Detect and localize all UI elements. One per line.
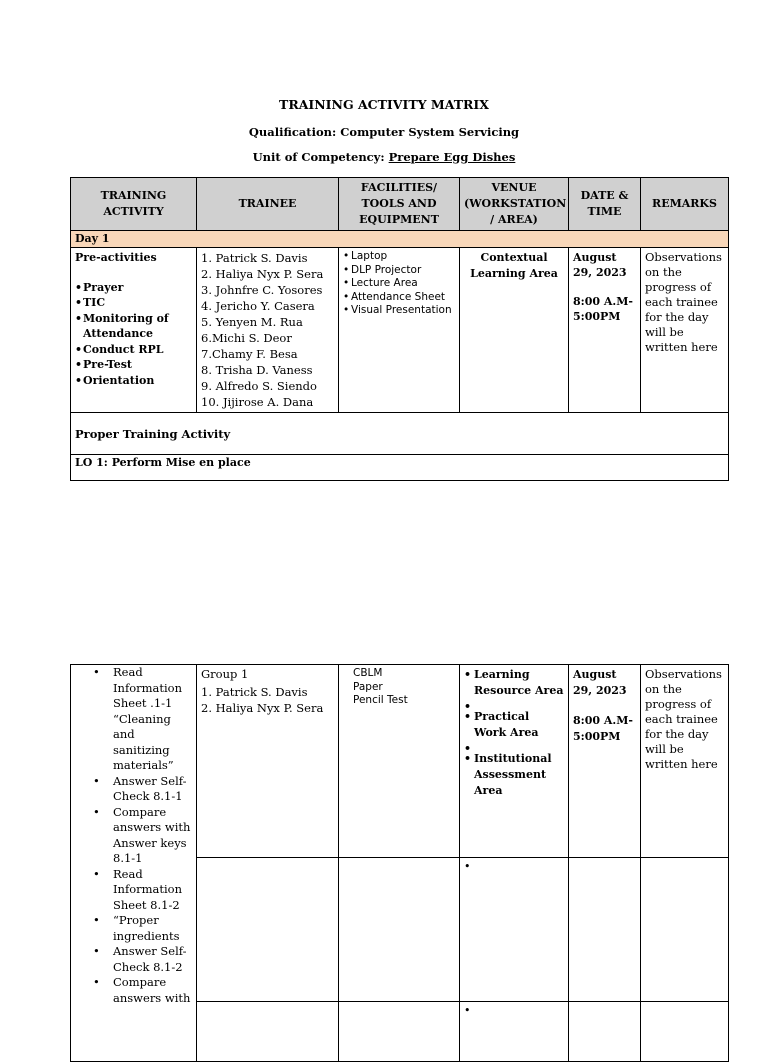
trainee-item: 4. Jericho Y. Casera (201, 299, 315, 313)
activity-item: • “Proper ingredients (73, 913, 194, 944)
venue-cell (460, 1002, 569, 1062)
facility-item: • DLP Projector (343, 264, 455, 278)
bullet-mark: • (464, 1004, 471, 1017)
qualification-value: Computer System Servicing (340, 125, 520, 139)
venue-item: • Practical Work Area (464, 709, 564, 741)
facility-item: • Laptop (343, 250, 455, 264)
unit-label: Unit of Competency: (252, 150, 385, 164)
list-item: • Monitoring of Attendance (75, 311, 192, 342)
list-item: • Orientation (75, 373, 192, 389)
unit-line (0, 150, 768, 164)
document-title: TRAINING ACTIVITY MATRIX (279, 97, 489, 112)
activity-matrix-table (70, 177, 729, 481)
activity-item: • Answer Self- Check 8.1-1 (73, 774, 194, 805)
trainee-item: 1. Patrick S. Davis (201, 685, 308, 699)
proper-training-row (71, 413, 729, 455)
header-training-activity: TRAINING ACTIVITY (71, 178, 197, 231)
activity-item: • Read Information Sheet 8.1-2 (73, 867, 194, 914)
trainee-item: 9. Alfredo S. Siendo (201, 379, 317, 393)
unit-value: Prepare Egg Dishes (388, 150, 516, 164)
trainee-item: 8. Trisha D. Vaness (201, 363, 313, 377)
trainee-item: 1. Patrick S. Davis (201, 251, 308, 265)
empty-cell (197, 858, 339, 1002)
venue-cell (460, 665, 569, 858)
date-text: August 29, 2023 (573, 668, 627, 697)
facility-item: • Lecture Area (343, 277, 455, 291)
activity-item: • Read Information Sheet .1-1 “Cleaning and sanitizing materials” (73, 665, 194, 774)
facility-item: Pencil Test (353, 694, 408, 706)
group-label: Group 1 (201, 667, 249, 681)
day-row (71, 231, 729, 248)
empty-cell (569, 858, 641, 1002)
header-row (71, 178, 729, 231)
header-venue: VENUE (WORKSTATION / AREA) (460, 178, 569, 231)
table-row (71, 665, 729, 858)
facility-item: • Attendance Sheet (343, 291, 455, 305)
facility-item: • Visual Presentation (343, 304, 455, 318)
trainee-item: 7.Chamy F. Besa (201, 347, 298, 361)
list-item: • Prayer (75, 280, 192, 296)
time-text: 8:00 A.M-5:00PM (573, 295, 633, 323)
qualification-line (0, 125, 768, 139)
trainee-cell (197, 248, 339, 413)
activity-matrix-table-continued (70, 664, 729, 1062)
activities-cell (71, 665, 197, 1062)
header-remarks: REMARKS (641, 178, 729, 231)
date-text: August 29, 2023 (573, 251, 627, 279)
header-facilities: FACILITIES/ TOOLS AND EQUIPMENT (339, 178, 460, 231)
trainee-item: 2. Haliya Nyx P. Sera (201, 267, 324, 281)
facilities-cell (339, 665, 460, 858)
pre-activities-heading: Pre-activities (75, 251, 157, 264)
header-trainee: TRAINEE (197, 178, 339, 231)
activity-item: • Compare answers with (73, 975, 194, 1006)
list-item: • Conduct RPL (75, 342, 192, 358)
remarks-cell: Observations on the progress of each trainee for the day will be written here (641, 248, 729, 413)
venue-item: • Institutional Assessment Area (464, 751, 564, 799)
pre-activities-cell (71, 248, 197, 413)
group-cell (197, 665, 339, 858)
venue-item: • Learning Resource Area (464, 667, 564, 699)
time-text: 8:00 A.M-5:00PM (573, 714, 633, 743)
empty-cell (339, 1002, 460, 1062)
facility-item: Paper (353, 680, 383, 693)
empty-cell (339, 858, 460, 1002)
facility-item: CBLM (353, 667, 383, 679)
date-time-cell (569, 665, 641, 858)
proper-training-label: Proper Training Activity (71, 413, 729, 455)
remarks-cell: Observations on the progress of each trainee for the day will be written here (641, 665, 729, 858)
venue-cell (460, 858, 569, 1002)
empty-cell (197, 1002, 339, 1062)
lo1-row (71, 455, 729, 481)
header-date-time: DATE & TIME (569, 178, 641, 231)
venue-cell: Contextual Learning Area (460, 248, 569, 413)
pre-activities-row (71, 248, 729, 413)
trainee-item: 10. Jijirose A. Dana (201, 395, 314, 409)
list-item: • Pre-Test (75, 357, 192, 373)
trainee-item: 2. Haliya Nyx P. Sera (201, 701, 324, 715)
bullet-mark: • (464, 860, 471, 873)
lo1-label: LO 1: Perform Mise en place (71, 455, 729, 481)
facilities-cell (339, 248, 460, 413)
trainee-item: 6.Michi S. Deor (201, 331, 292, 345)
empty-cell (569, 1002, 641, 1062)
qualification-label: Qualification: (248, 125, 337, 139)
trainee-item: 5. Yenyen M. Rua (201, 315, 303, 329)
activity-item: • Answer Self-Check 8.1-2 (73, 944, 194, 975)
activity-item: • Compare answers with Answer keys 8.1-1 (73, 805, 194, 867)
trainee-item: 3. Johnfre C. Yosores (201, 283, 323, 297)
empty-cell (641, 858, 729, 1002)
list-item: • TIC (75, 295, 192, 311)
date-time-cell (569, 248, 641, 413)
empty-cell (641, 1002, 729, 1062)
day-label: Day 1 (71, 231, 729, 248)
